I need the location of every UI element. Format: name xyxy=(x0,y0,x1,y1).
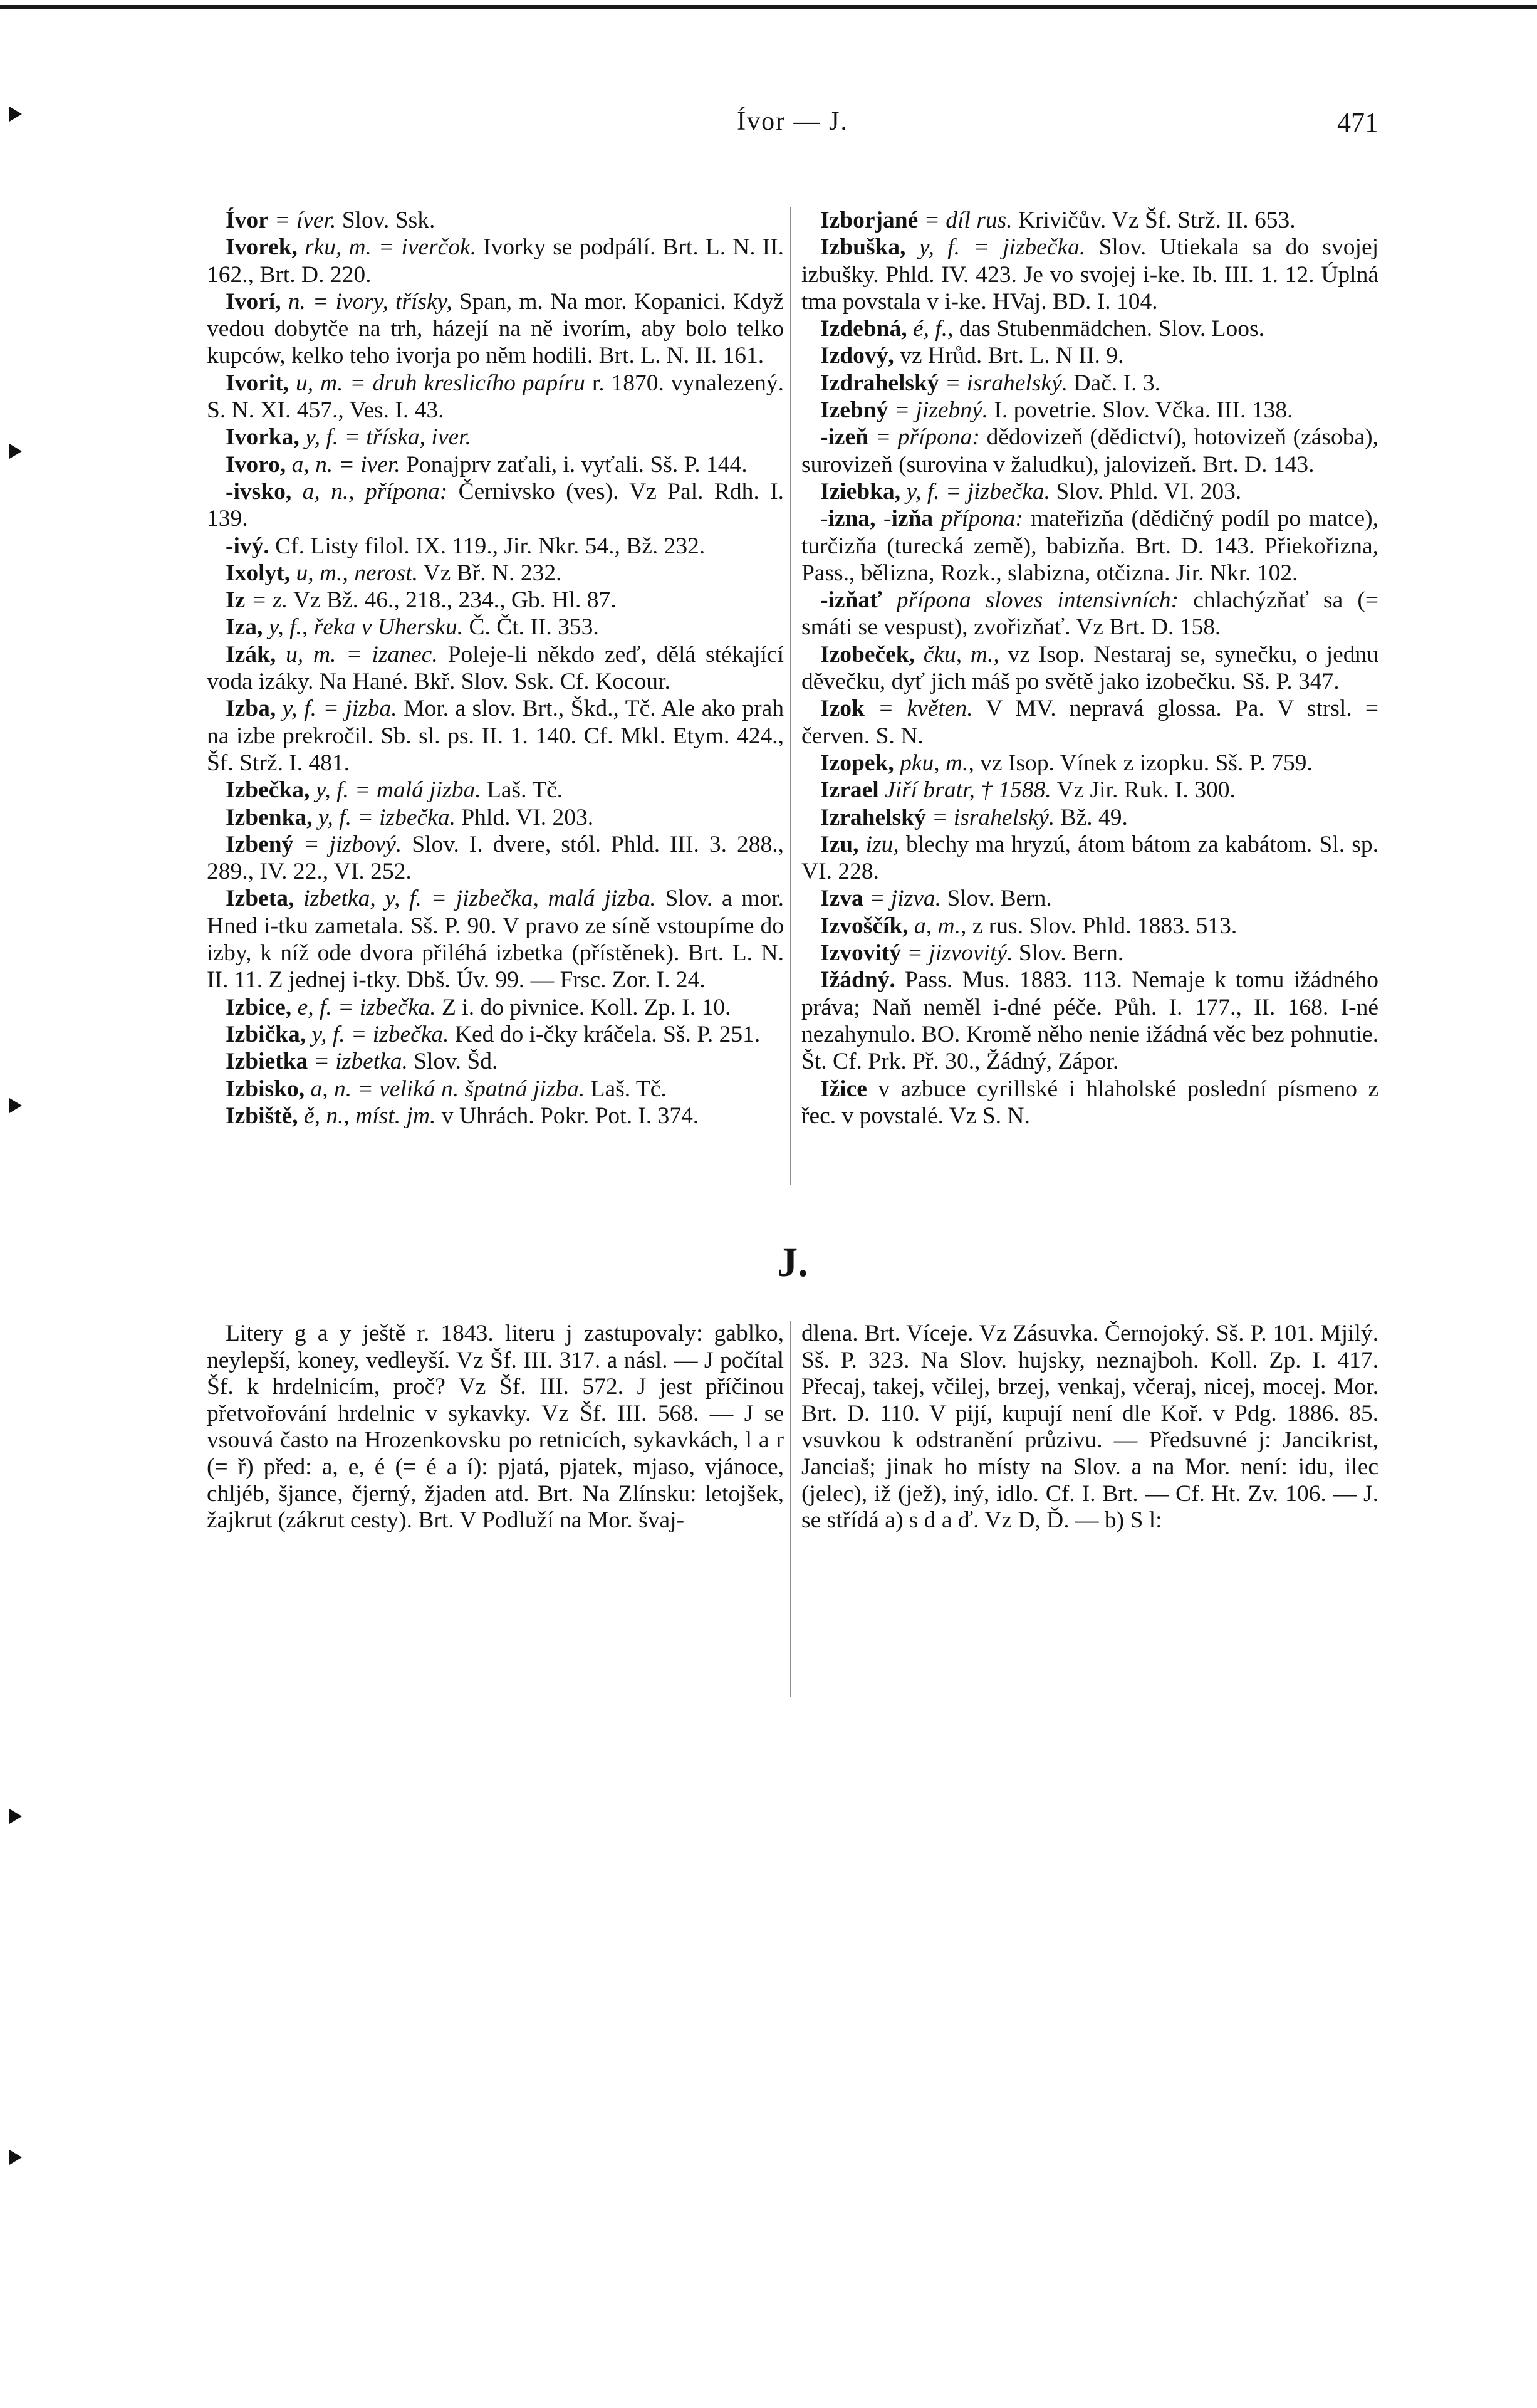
dictionary-entry xyxy=(801,777,1378,804)
entry-body: Span, m. Na mor. Kopanici. Když vedou dobytče na trh, házejí na ně ivorím, aby bolo telko kupców, kelko teho ivorja po něm hodili. Brt. L. N. II. 161. xyxy=(207,288,784,369)
entry-body: chlachýzňať sa (= smáti se vespust), zvořizňať. Vz Brt. D. 158. xyxy=(801,587,1378,641)
entry-gloss: y, f. = izbečka. xyxy=(318,804,456,830)
headword: Iziebka, xyxy=(820,478,901,505)
dictionary-entry xyxy=(801,505,1378,587)
entry-body: Z i. do pivnice. Koll. Zp. I. 10. xyxy=(442,994,731,1020)
dictionary-entry xyxy=(801,207,1378,234)
dictionary-entry xyxy=(801,966,1378,1075)
entry-gloss: y, f., řeka v Uhersku. xyxy=(268,614,464,641)
entry-gloss: y, f. = malá jizba. xyxy=(315,777,481,804)
headword: Izopek, xyxy=(820,750,894,776)
dictionary-entry xyxy=(207,804,784,831)
headword: Izbeta, xyxy=(226,886,294,912)
dictionary-entry xyxy=(801,315,1378,342)
dictionary-entry xyxy=(207,994,784,1021)
entry-body: Ponajprv zaťali, i. vyťali. Sš. P. 144. xyxy=(406,451,748,478)
entry-gloss: y, f. = jizba. xyxy=(282,696,397,722)
headword: Ivorit, xyxy=(226,370,289,396)
entry-body: Laš. Tč. xyxy=(486,777,563,804)
entry-body: vz Isop. Vínek z izopku. Sš. P. 759. xyxy=(980,750,1313,776)
headword: Izbenka, xyxy=(226,804,313,830)
entry-body: mateřizňa (dědičný podíl po matce), turčizňa (turecká země), babizňa. Brt. D. 143. Přiekořizna, Pass., bělizna, Rozk., slabizna, otčizna. Jir. Nkr. 102. xyxy=(801,506,1378,586)
headword: Izbisko, xyxy=(226,1076,305,1102)
right-column xyxy=(801,207,1378,1129)
headword: Izu, xyxy=(820,831,859,857)
dictionary-entry xyxy=(801,1076,1378,1130)
entry-gloss: = přípona: xyxy=(875,424,980,451)
headword: Izbený xyxy=(226,831,294,857)
entry-columns xyxy=(207,207,1378,1129)
section-j-left-column xyxy=(207,1321,784,1534)
entry-body: Slov. Phld. VI. 203. xyxy=(1056,478,1242,505)
dictionary-entry xyxy=(207,478,784,533)
entry-gloss: = israhelský. xyxy=(944,370,1068,396)
entry-gloss: izbetka, y, f. = jizbečka, malá jizba. xyxy=(303,886,656,912)
dictionary-entry xyxy=(207,1076,784,1102)
column-divider xyxy=(790,1321,791,1697)
headword: Izvoščík, xyxy=(820,913,909,939)
entry-body: I. povetrie. Slov. Včka. III. 138. xyxy=(994,397,1293,424)
entry-gloss: Jiří bratr, † 1588. xyxy=(885,777,1051,804)
dictionary-entry xyxy=(801,478,1378,505)
entry-gloss: rku, m. = iverčok. xyxy=(305,234,477,261)
dictionary-entry xyxy=(801,397,1378,424)
entry-body: v azbuce cyrillské i hlaholské poslední písmeno z řec. v povstalé. Vz S. N. xyxy=(801,1076,1379,1129)
entry-body: Phld. VI. 203. xyxy=(461,804,594,830)
entry-body: r. 1870. vynalezený. S. N. XI. 457., Ves. I. 43. xyxy=(207,370,784,424)
entry-gloss: e, f. = izbečka. xyxy=(297,994,436,1020)
top-border-line xyxy=(0,5,1537,9)
headword: Izbietka xyxy=(226,1049,308,1075)
headword: Izobeček, xyxy=(820,641,915,667)
entry-gloss: přípona: xyxy=(940,506,1023,532)
headword: Izbuška, xyxy=(820,234,906,261)
section-heading-j: J. xyxy=(777,1240,808,1286)
entry-body: Černivsko (ves). Vz Pal. Rdh. I. 139. xyxy=(207,478,784,532)
headword: Ivorí, xyxy=(226,288,281,315)
entry-body: Ivorky se podpálí. Brt. L. N. II. 162., Brt. D. 220. xyxy=(207,234,784,288)
entry-body: Bž. 49. xyxy=(1060,804,1128,830)
entry-body: Slov. I. dvere, stól. Phld. III. 3. 288., 289., IV. 22., VI. 252. xyxy=(207,831,784,885)
entry-body: Dač. I. 3. xyxy=(1073,370,1160,396)
entry-gloss: y, f. = jizbečka. xyxy=(906,478,1050,505)
running-head: Ívor — J. xyxy=(737,107,848,136)
entry-gloss: a, n., přípona: xyxy=(302,478,448,505)
headword: Izvovitý xyxy=(820,940,902,966)
section-j-right-column xyxy=(801,1321,1378,1534)
entry-body: blechy ma hryzú, átom bátom za kabátom. Sl. sp. VI. 228. xyxy=(801,831,1379,885)
dictionary-entry xyxy=(801,885,1378,912)
dictionary-entry xyxy=(207,641,784,696)
entry-gloss: = israhelský. xyxy=(932,804,1055,830)
headword: Iza, xyxy=(226,614,263,641)
entry-gloss: = květen. xyxy=(878,696,973,722)
headword: Izdový, xyxy=(820,343,894,369)
headword: Izok xyxy=(820,696,865,722)
column-divider xyxy=(790,207,791,1185)
entry-gloss: u, m. = druh kreslicího papíru xyxy=(295,370,585,396)
dictionary-entry xyxy=(207,288,784,370)
entry-gloss: = jizbový. xyxy=(303,831,402,857)
entry-body: v Uhrách. Pokr. Pot. I. 374. xyxy=(441,1102,699,1129)
headword: -izňať xyxy=(820,587,882,614)
entry-body: Slov. a mor. Hned i-tku zametala. Sš. P. 90. V pravo ze síně vstoupíme do izby, k níž ode dvora přiléhá izbetka (přístěnek). Brt. L. N. II. 11. Z jednej i-tky. Dbš. Úv. 99. — Frsc. Zor. I. 24. xyxy=(207,886,784,993)
entry-gloss: izu, xyxy=(865,831,899,857)
dictionary-entry xyxy=(207,533,784,560)
entry-gloss: a, n. = iver. xyxy=(291,451,400,478)
dictionary-entry xyxy=(801,234,1378,315)
entry-gloss: pku, m., xyxy=(900,750,974,776)
entry-body: Slov. Ssk. xyxy=(341,207,435,233)
margin-arrow-icon xyxy=(9,2150,22,2165)
dictionary-entry xyxy=(207,885,784,993)
dictionary-entry xyxy=(801,370,1378,397)
headword: Ivoro, xyxy=(226,451,286,478)
headword: Ivorek, xyxy=(226,234,298,261)
entry-body: Slov. Šd. xyxy=(414,1049,498,1075)
margin-arrow-icon xyxy=(9,444,22,459)
headword: Izborjané xyxy=(820,207,919,233)
dictionary-entry xyxy=(207,831,784,886)
dictionary-entry xyxy=(801,804,1378,831)
entry-gloss: é, f., xyxy=(912,316,954,342)
entry-body: Laš. Tč. xyxy=(590,1076,667,1102)
dictionary-entry xyxy=(207,560,784,587)
headword: Izdebná, xyxy=(820,316,907,342)
paragraph: Litery g a y ještě r. 1843. literu j zastupovaly: gablko, neylepší, koney, vedleyší. Vz Šf. III. 317. a násl. — J počítal Šf. k hrdelnicím, proč? Vz Šf. III. 572. J jest příčinou přetvořování hrdelnic v sykavky. Vz Šf. III. 568. — J se vsouvá často na Hrozenkovsku po retnicích, sykavkách, l a r (= ř) před: a, e, é (= é a í): pjatá, pjatek, mjaso, vjánoce, chljéb, šjance, čjerný, žjaden atd. Brt. Na Zlínsku: letojšek, žajkrut (zákrut cesty). Brt. V Podluží na Mor. švaj- xyxy=(207,1321,784,1534)
headword: -ivý. xyxy=(226,533,269,559)
dictionary-entry xyxy=(801,750,1378,777)
dictionary-entry xyxy=(801,913,1378,940)
dictionary-entry xyxy=(207,424,784,451)
entry-gloss: = jizva. xyxy=(869,886,942,912)
headword: Ižice xyxy=(820,1076,867,1102)
entry-gloss: = z. xyxy=(251,587,288,614)
entry-gloss: y, f. = izbečka. xyxy=(311,1021,449,1047)
headword: Ívor xyxy=(226,207,269,233)
headword: -izna, -izňa xyxy=(820,506,934,532)
headword: Izbička, xyxy=(226,1021,306,1047)
headword: Ižádný. xyxy=(820,967,895,993)
entry-gloss: a, m., xyxy=(914,913,967,939)
dictionary-entry xyxy=(207,695,784,777)
dictionary-entry xyxy=(801,342,1378,369)
entry-body: Slov. Utiekala sa do svojej izbušky. Phld. IV. 423. Je vo svojej i-ke. Ib. III. 1. 12. Úplná tma povstala v i-ke. HVaj. BD. I. 104. xyxy=(801,234,1379,315)
entry-gloss: u, m., nerost. xyxy=(296,560,418,586)
entry-body: vz Hrůd. Brt. L. N II. 9. xyxy=(900,343,1124,369)
entry-gloss: přípona sloves intensivních: xyxy=(896,587,1179,614)
entry-gloss: y, f. = tříska, iver. xyxy=(305,424,471,451)
entry-body: dědovizeň (dědictví), hotovizeň (zásoba), surovizeň (surovina v žaludku), jalovizeň. Brt. D. 143. xyxy=(801,424,1379,478)
headword: Ixolyt, xyxy=(226,560,291,586)
paragraph: dlena. Brt. Víceje. Vz Zásuvka. Černojoký. Sš. P. 101. Mjilý. Sš. P. 323. Na Slov. hujsky, neznajboh. Koll. Zp. I. 417. Přecaj, takej, včilej, brzej, venkaj, včeraj, nicej, mocej. Mor. Brt. D. 110. V pijí, kupují není dle Koř. v Pdg. 1886. 85. vsuvkou k odstranění průzivu. — Předsuvné j: Jancikrist, Janciaš; jinak ho místy na Slov. a na Mor. není: idu, ilec (jelec), iž (jež), iný, idlo. Cf. I. Brt. — Cf. Ht. Zv. 106. — J. se střídá a) s d a ď. Vz D, Ď. — b) S l: xyxy=(801,1321,1378,1534)
entry-body: z rus. Slov. Phld. 1883. 513. xyxy=(972,913,1237,939)
dictionary-entry xyxy=(801,424,1378,478)
entry-gloss: čku, m., xyxy=(923,641,999,667)
margin-arrow-icon xyxy=(9,1809,22,1824)
entry-gloss: a, n. = veliká n. špatná jizba. xyxy=(310,1076,585,1102)
margin-arrow-icon xyxy=(9,1098,22,1113)
dictionary-entry xyxy=(207,587,784,614)
left-column xyxy=(207,207,784,1129)
dictionary-entry xyxy=(207,614,784,641)
headword: Izba, xyxy=(226,696,276,722)
entry-gloss: y, f. = jizbečka. xyxy=(919,234,1086,261)
dictionary-entry xyxy=(207,1048,784,1075)
headword: Izva xyxy=(820,886,863,912)
entry-gloss: = jizebný. xyxy=(894,397,988,424)
headword: -izeň xyxy=(820,424,869,451)
headword: Izbiště, xyxy=(226,1102,298,1129)
entry-body: Č. Čt. II. 353. xyxy=(469,614,599,641)
entry-body: Krivičův. Vz Šf. Strž. II. 653. xyxy=(1018,207,1296,233)
entry-body: Slov. Bern. xyxy=(947,886,1052,912)
entry-body: V MV. nepravá glossa. Pa. V strsl. = červen. S. N. xyxy=(801,696,1379,749)
headword: Izdrahelský xyxy=(820,370,939,396)
dictionary-entry xyxy=(801,831,1378,886)
dictionary-entry xyxy=(801,695,1378,750)
dictionary-entry xyxy=(207,234,784,288)
dictionary-page xyxy=(207,81,1378,1534)
headword: -ivsko, xyxy=(226,478,292,505)
headword: Izbečka, xyxy=(226,777,310,804)
entry-body: Vz Bž. 46., 218., 234., Gb. Hl. 87. xyxy=(293,587,617,614)
entry-body: Vz Jir. Ruk. I. 300. xyxy=(1056,777,1236,804)
dictionary-entry xyxy=(207,1102,784,1129)
headword: Ivorka, xyxy=(226,424,300,451)
entry-gloss: = izbetka. xyxy=(313,1049,408,1075)
page-header xyxy=(207,81,1378,150)
entry-gloss: u, m. = izanec. xyxy=(286,641,438,667)
entry-body: Ked do i-čky kráčela. Sš. P. 251. xyxy=(454,1021,761,1047)
margin-arrow-icon xyxy=(9,107,22,122)
dictionary-entry xyxy=(801,940,1378,966)
entry-gloss: = jizvovitý. xyxy=(907,940,1013,966)
headword: Iz xyxy=(226,587,246,614)
dictionary-entry xyxy=(801,641,1378,696)
section-j-columns xyxy=(207,1321,1378,1534)
entry-body: Cf. Listy filol. IX. 119., Jir. Nkr. 54., Bž. 232. xyxy=(275,533,706,559)
entry-body: das Stubenmädchen. Slov. Loos. xyxy=(959,316,1265,342)
entry-body: Mor. a slov. Brt., Škd., Tč. Ale ako prah na izbe prekročil. Sb. sl. ps. II. 1. 140. Cf. Mkl. Etym. 424., Šf. Strž. I. 481. xyxy=(207,696,784,776)
dictionary-entry xyxy=(207,207,784,234)
entry-gloss: n. = ivory, třísky, xyxy=(288,288,452,315)
dictionary-entry xyxy=(801,587,1378,641)
dictionary-entry xyxy=(207,777,784,804)
entry-gloss: = díl rus. xyxy=(924,207,1013,233)
entry-body: Poleje-li někdo zeď, dělá stékající voda izáky. Na Hané. Bkř. Slov. Ssk. Cf. Kocour. xyxy=(207,641,784,695)
dictionary-entry xyxy=(207,451,784,478)
headword: Izrael xyxy=(820,777,879,804)
dictionary-entry xyxy=(207,1021,784,1048)
entry-body: Vz Bř. N. 232. xyxy=(423,560,562,586)
entry-gloss: = íver. xyxy=(274,207,336,233)
page-number: 471 xyxy=(1337,107,1378,138)
entry-body: Pass. Mus. 1883. 113. Nemaje k tomu ižádného práva; Naň neměl i-dné péče. Půh. I. 177., II. 168. I-né nezahynulo. BO. Kromě něho nenie ižádná věc bez pohnutie. Št. Cf. Prk. Př. 30., Žádný, Zápor. xyxy=(801,967,1379,1075)
entry-body: Slov. Bern. xyxy=(1018,940,1124,966)
headword: Izák, xyxy=(226,641,276,667)
headword: Izbice, xyxy=(226,994,292,1020)
entry-gloss: ě, n., míst. jm. xyxy=(304,1102,436,1129)
dictionary-entry xyxy=(207,370,784,424)
headword: Izrahelský xyxy=(820,804,926,830)
entry-body: vz Isop. Nestaraj se, synečku, o jednu děvečku, dyť jich máš po světě jako izobečku. Sš. P. 347. xyxy=(801,641,1379,695)
headword: Izebný xyxy=(820,397,888,424)
